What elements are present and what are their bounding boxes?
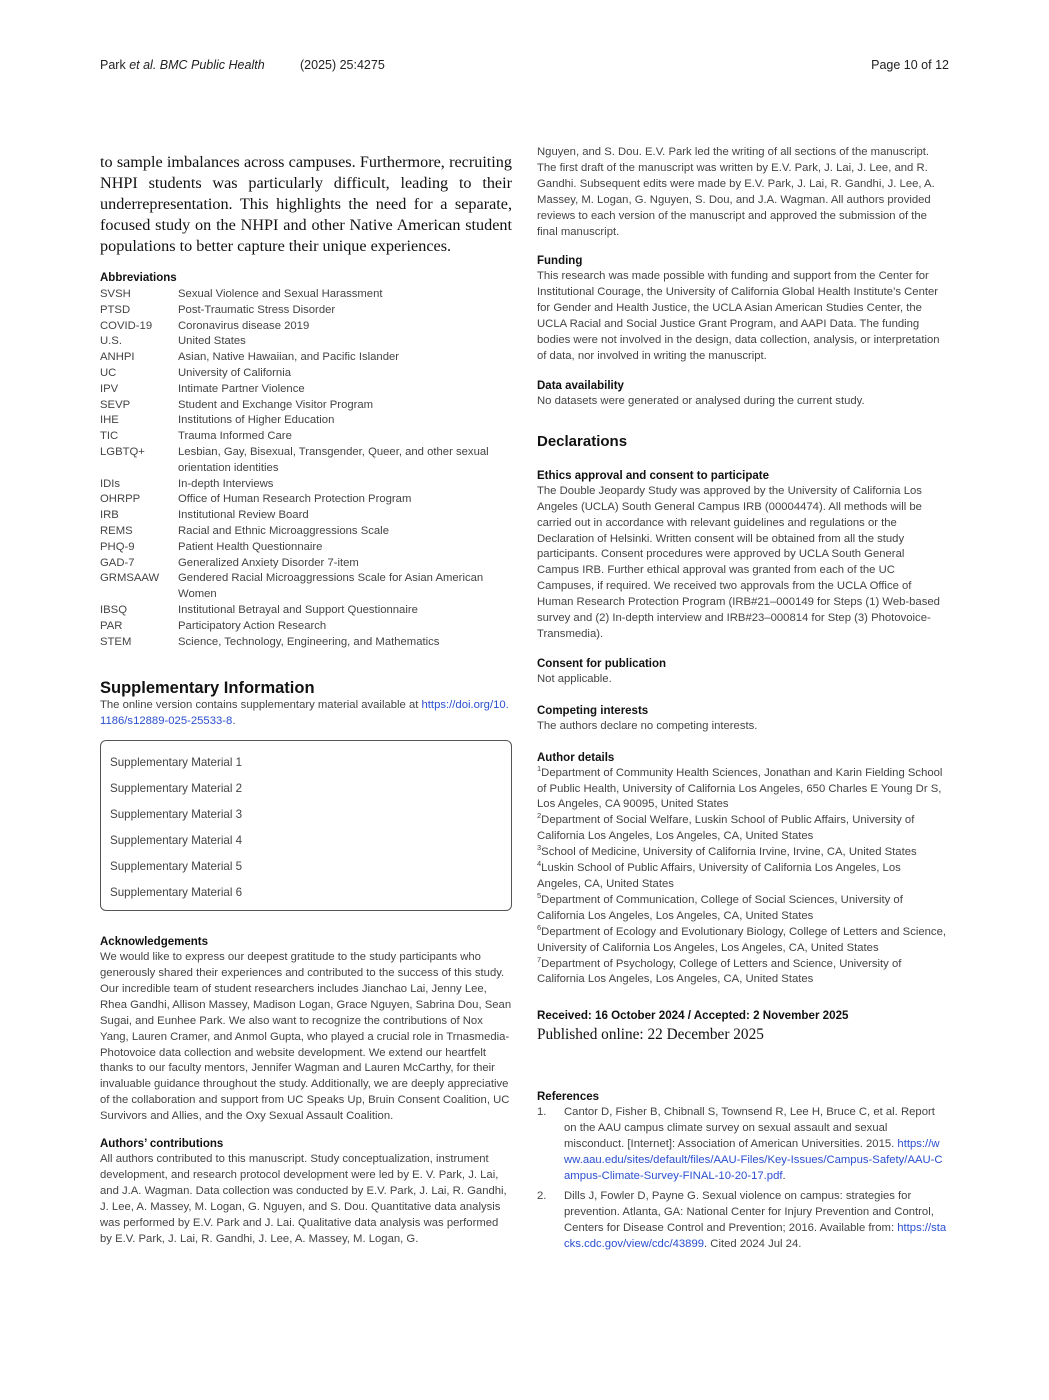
affiliation-item — [537, 954, 947, 989]
abbreviation-definition: Trauma Informed Care — [178, 430, 292, 443]
affiliation-item — [537, 813, 947, 845]
funding-heading: Funding — [537, 255, 583, 268]
references-list — [537, 1105, 947, 1252]
supplementary-material-link[interactable]: Supplementary Material 6 — [110, 886, 243, 900]
abbreviation-term: IDIs — [100, 477, 121, 490]
abbreviation-row — [100, 350, 512, 366]
abbreviation-row — [100, 445, 512, 477]
abbreviation-definition: In-depth Interviews — [178, 477, 274, 490]
acknowledgements-heading: Acknowledgements — [100, 936, 208, 949]
abbreviation-definition: Gendered Racial Microaggressions Scale for Asian American Women — [178, 572, 484, 601]
funding-section — [537, 254, 947, 364]
authors-label: Park — [100, 58, 130, 72]
abbreviations-table — [100, 287, 512, 650]
affiliation-number: 7 — [537, 954, 542, 964]
abbreviation-row — [100, 413, 512, 429]
acknowledgements-section — [100, 935, 512, 1125]
abbreviation-term: PHQ-9 — [100, 540, 135, 553]
abbreviation-term: IBSQ — [100, 603, 127, 616]
abbreviation-definition: United States — [178, 335, 246, 348]
abbreviation-row — [100, 571, 512, 603]
reference-citation: Cantor D, Fisher B, Chibnall S, Townsend R, Lee H, Bruce C, et al. Report on the AAU campus climate survey on sexual assault and sexual misconduct. [Internet]: Association of American Universities. 2015. — [564, 1106, 935, 1151]
affiliation-item — [537, 763, 947, 814]
abbreviation-row — [100, 524, 512, 540]
data-availability-section — [537, 379, 947, 410]
abbreviation-row — [100, 287, 512, 303]
abbreviation-definition: Generalized Anxiety Disorder 7-item — [178, 556, 359, 569]
abbreviation-term: STEM — [100, 635, 132, 648]
ethics-text: The Double Jeopardy Study was approved by the University of California Los Angeles (UCLA) South General Campus IRB (00004474). All methods will be carried out in accordance with relevant guidelines and regulations or the Declaration of Helsinki. Written consent will be obtained from all the study participants. Consent procedures were approved by UCLA South General Campus IRB. Further ethical approval was granted from each of the UC Campuses, if required. We received two approvals from the UCLA Office of Human Research Protection Program (IRB#21–000149 for Steps (1) Web-based survey and (2) In-depth interview and IRB#23–000814 for Step (3) Photovoice-Transmedia). — [537, 484, 940, 640]
ethics-section — [537, 469, 947, 643]
data-availability-text: No datasets were generated or analysed during the current study. — [537, 394, 865, 407]
left-column — [100, 152, 512, 1248]
abbreviation-row — [100, 382, 512, 398]
references-heading: References — [537, 1091, 600, 1104]
abbreviations-heading: Abbreviations — [100, 272, 177, 284]
abbreviation-definition: Lesbian, Gay, Bisexual, Transgender, Queer, and other sexual orientation identities — [178, 445, 489, 474]
reference-tail: . Cited 2024 Jul 24. — [704, 1237, 802, 1250]
dates-section — [537, 1008, 947, 1046]
abbreviation-term: IRB — [100, 509, 119, 522]
published-online: Published online: 22 December 2025 — [537, 1026, 764, 1044]
abbreviation-definition: Asian, Native Hawaiian, and Pacific Islander — [178, 351, 400, 364]
abbreviation-term: LGBTQ+ — [100, 445, 145, 458]
abbreviation-term: REMS — [100, 524, 133, 537]
reference-link[interactable]: https://www.aau.edu/sites/default/files/AAU-Files/Key-Issues/Campus-Safety/AAU-Campus-Climate-Survey-FINAL-10-20-17.pdf — [564, 1138, 943, 1182]
reference-text — [564, 1189, 947, 1253]
journal-citation — [100, 58, 265, 72]
supplementary-materials-box — [100, 740, 512, 911]
journal-name: et al. BMC Public Health — [129, 58, 265, 72]
reference-number: 1. — [537, 1106, 547, 1119]
reference-text — [564, 1105, 947, 1185]
abbreviation-row — [100, 619, 512, 635]
affiliation-number: 4 — [537, 859, 542, 869]
abbreviation-row — [100, 508, 512, 524]
abbreviation-row — [100, 635, 512, 651]
abbreviation-term: OHRPP — [100, 493, 141, 506]
data-availability-heading: Data availability — [537, 379, 624, 392]
abbreviations-section — [100, 271, 512, 650]
abbreviation-row — [100, 366, 512, 382]
abbreviation-term: COVID-19 — [100, 319, 153, 332]
running-header — [100, 58, 949, 76]
abbreviation-row — [100, 398, 512, 414]
abbreviation-term: PTSD — [100, 303, 131, 316]
author-details-heading: Author details — [537, 751, 615, 764]
abbreviation-row — [100, 334, 512, 350]
reference-item — [537, 1189, 947, 1253]
funding-text: This research was made possible with funding and support from the Center for Institutional Courage, the University of California Global Health Institute’s Center for Gender and Health Justice, the UCLA Asian American Studies Center, the UCLA Racial and Social Justice Grant Program, and AAPI Data. The funding bodies were not involved in the design, data collection, analysis, or interpretation of data, nor involved in writing the manuscript. — [537, 270, 940, 362]
abbreviation-definition: Science, Technology, Engineering, and Mathematics — [178, 635, 440, 648]
affiliation-number: 6 — [537, 922, 542, 932]
affiliation-text: School of Medicine, University of California Irvine, Irvine, CA, United States — [541, 846, 917, 859]
abbreviation-definition: Student and Exchange Visitor Program — [178, 398, 374, 411]
author-details-section — [537, 751, 947, 989]
supplementary-material-link[interactable]: Supplementary Material 5 — [110, 860, 243, 874]
abbreviation-definition: Coronavirus disease 2019 — [178, 319, 310, 332]
reference-citation: Dills J, Fowler D, Payne G. Sexual violence on campus: strategies for prevention. Atlanta, GA: National Center for Injury Prevention and Control, Centers for Disease Control and Prevention; 2016. Available from: — [564, 1189, 934, 1234]
authors-contributions-heading: Authors’ contributions — [100, 1138, 224, 1151]
affiliation-text: Department of Ecology and Evolutionary Biology, College of Letters and Science, University of California Los Angeles, Los Angeles, CA, United States — [537, 925, 947, 954]
references-section — [537, 1090, 947, 1252]
abbreviation-definition: Intimate Partner Violence — [178, 382, 305, 395]
consent-section — [537, 657, 947, 688]
supplementary-material-link[interactable]: Supplementary Material 4 — [110, 834, 243, 848]
abbreviation-term: IHE — [100, 414, 119, 427]
affiliation-number: 3 — [537, 843, 542, 853]
abbreviation-definition: Institutions of Higher Education — [178, 414, 335, 427]
abbreviation-row — [100, 303, 512, 319]
volume-label: (2025) 25:4275 — [300, 58, 385, 72]
abbreviation-term: ANHPI — [100, 351, 135, 364]
affiliation-text: Department of Community Health Sciences, Jonathan and Karin Fielding School of Public Health, University of California Los Angeles, 650 Charles E Young Dr S, Los Angeles, CA 90095, United States — [537, 766, 943, 811]
received-accepted: Received: 16 October 2024 / Accepted: 2 November 2025 — [537, 1009, 849, 1023]
affiliation-number: 5 — [537, 890, 542, 900]
affiliation-item — [537, 845, 947, 861]
abbreviation-term: TIC — [100, 430, 119, 443]
supplementary-link[interactable]: https://doi.org/10.1186/s12889-025-25533-8 — [100, 699, 509, 728]
reference-link[interactable]: https://stacks.cdc.gov/view/cdc/43899 — [564, 1221, 947, 1250]
abbreviation-term: SVSH — [100, 288, 131, 300]
abbreviation-row — [100, 540, 512, 556]
competing-interests-heading: Competing interests — [537, 704, 649, 717]
abbreviation-definition: Institutional Betrayal and Support Questionnaire — [178, 603, 418, 616]
affiliation-number: 2 — [537, 811, 542, 821]
abbreviation-definition: University of California — [178, 366, 292, 379]
abbreviation-row — [100, 492, 512, 508]
abbreviation-term: UC — [100, 366, 117, 379]
affiliation-text: Luskin School of Public Affairs, University of California Los Angeles, Los Angeles, CA, United States — [537, 862, 901, 890]
supplementary-title: Supplementary Information — [100, 679, 315, 698]
affiliation-text: Department of Communication, College of Social Sciences, University of California Los Angeles, Los Angeles, CA, United States — [537, 893, 903, 922]
abbreviation-term: GRMSAAW — [100, 572, 160, 585]
abbreviation-row — [100, 556, 512, 572]
supplementary-intro: The online version contains supplementary material available at — [100, 699, 422, 712]
abbreviation-term: GAD-7 — [100, 556, 135, 569]
supplementary-section — [100, 678, 512, 911]
supplementary-text — [100, 698, 512, 730]
acknowledgements-text: We would like to express our deepest gratitude to the study participants who generously shared their experiences and contributed to the success of this study. Our incredible team of student researchers includes Jianchao Lai, Jenny Lee, Rhea Gandhi, Allison Massey, Madison Logan, Grace Nguyen, Sabrina Dou, Sean Sugai, and Eunhee Park. We also want to recognize the contributions of Nox Yang, Lauren Cramer, and Anmol Gupta, who played a crucial role in Trnasmedia-Photovoice data collection and website development. We extend our heartfelt thanks to our faculty mentors, Jennifer Wagman and Lauren McCarthy, for their invaluable guidance throughout the study. Additionally, we are deeply appreciative of the collaboration and support from UC Speaks Up, Bruin Consent Coalition, UC Survivors and Allies, and the Oxy Sexual Assault Coalition. — [100, 951, 512, 1123]
authors-contributions-section — [100, 1137, 512, 1247]
abbreviation-row — [100, 429, 512, 445]
authors-contributions-text: All authors contributed to this manuscript. Study conceptualization, instrument development, and research protocol development were led by E. V. Park, J. Lai, and J.A. Wagman. Data collection was conducted by E.V. Park, J. Lai, R. Gandhi, J. Lee, A. Massey, M. Logan, G. Nguyen, and S. Dou. Quantitative data analysis was performed by E.V. Park and J. Lai. Qualitative data analysis was performed by E.V. Park, J. Lai, R. Gandhi, J. Lee, A. Massey, M. Logan, G. — [100, 1153, 507, 1245]
supplementary-material-link[interactable]: Supplementary Material 3 — [110, 808, 243, 822]
supplementary-material-link[interactable]: Supplementary Material 2 — [110, 782, 243, 796]
declarations-title: Declarations — [537, 432, 628, 450]
right-column — [537, 145, 947, 1253]
supplementary-material-link[interactable]: Supplementary Material 1 — [110, 756, 243, 770]
abbreviation-definition: Institutional Review Board — [178, 509, 309, 522]
affiliation-item — [537, 890, 947, 925]
affiliation-number: 1 — [537, 763, 542, 773]
abbreviation-definition: Racial and Ethnic Microaggressions Scale — [178, 524, 389, 537]
authors-contributions-continued: Nguyen, and S. Dou. E.V. Park led the writing of all sections of the manuscript. The first draft of the manuscript was written by E.V. Park, J. Lai, J. Lee, and R. Gandhi. Subsequent edits were made by E.V. Park, J. Lai, R. Gandhi, J. Lee, A. Massey, M. Logan, G. Nguyen, S. Dou, and J.A. Wagman. All authors provided reviews to each version of the manuscript and approved the submission of the final manuscript. — [537, 146, 935, 238]
abbreviation-term: IPV — [100, 382, 119, 395]
consent-heading: Consent for publication — [537, 657, 667, 670]
reference-item — [537, 1105, 947, 1185]
abbreviation-term: PAR — [100, 619, 123, 632]
affiliation-item — [537, 861, 947, 893]
abbreviation-definition: Post-Traumatic Stress Disorder — [178, 303, 336, 316]
reference-tail: . — [782, 1169, 786, 1182]
abbreviation-row — [100, 603, 512, 619]
abbreviation-definition: Sexual Violence and Sexual Harassment — [178, 288, 383, 300]
affiliation-text: Department of Psychology, College of Letters and Science, University of California Los Angeles, Los Angeles, CA, United States — [537, 957, 902, 986]
lead-paragraph: to sample imbalances across campuses. Furthermore, recruiting NHPI students was particularly difficult, leading to their underrepresentation. This highlights the need for a separate, focused study on the NHPI and other Native American student populations to better capture their unique experiences. — [100, 153, 512, 255]
consent-text: Not applicable. — [537, 672, 612, 685]
affiliation-item — [537, 922, 947, 957]
abbreviation-row — [100, 319, 512, 335]
competing-interests-section — [537, 704, 947, 735]
supplementary-period: . — [232, 715, 236, 728]
abbreviation-definition: Participatory Action Research — [178, 619, 327, 632]
ethics-heading: Ethics approval and consent to participate — [537, 469, 769, 482]
abbreviation-term: U.S. — [100, 335, 122, 348]
abbreviation-definition: Office of Human Research Protection Program — [178, 493, 412, 506]
competing-interests-text: The authors declare no competing interests. — [537, 719, 758, 732]
reference-number: 2. — [537, 1189, 547, 1202]
affiliation-text: Department of Social Welfare, Luskin School of Public Affairs, University of California Los Angeles, Los Angeles, CA, United States — [537, 814, 915, 843]
abbreviation-term: SEVP — [100, 398, 131, 411]
abbreviation-row — [100, 477, 512, 493]
author-details-list — [537, 763, 947, 989]
abbreviation-definition: Patient Health Questionnaire — [178, 540, 323, 553]
page-number: Page 10 of 12 — [871, 58, 949, 72]
